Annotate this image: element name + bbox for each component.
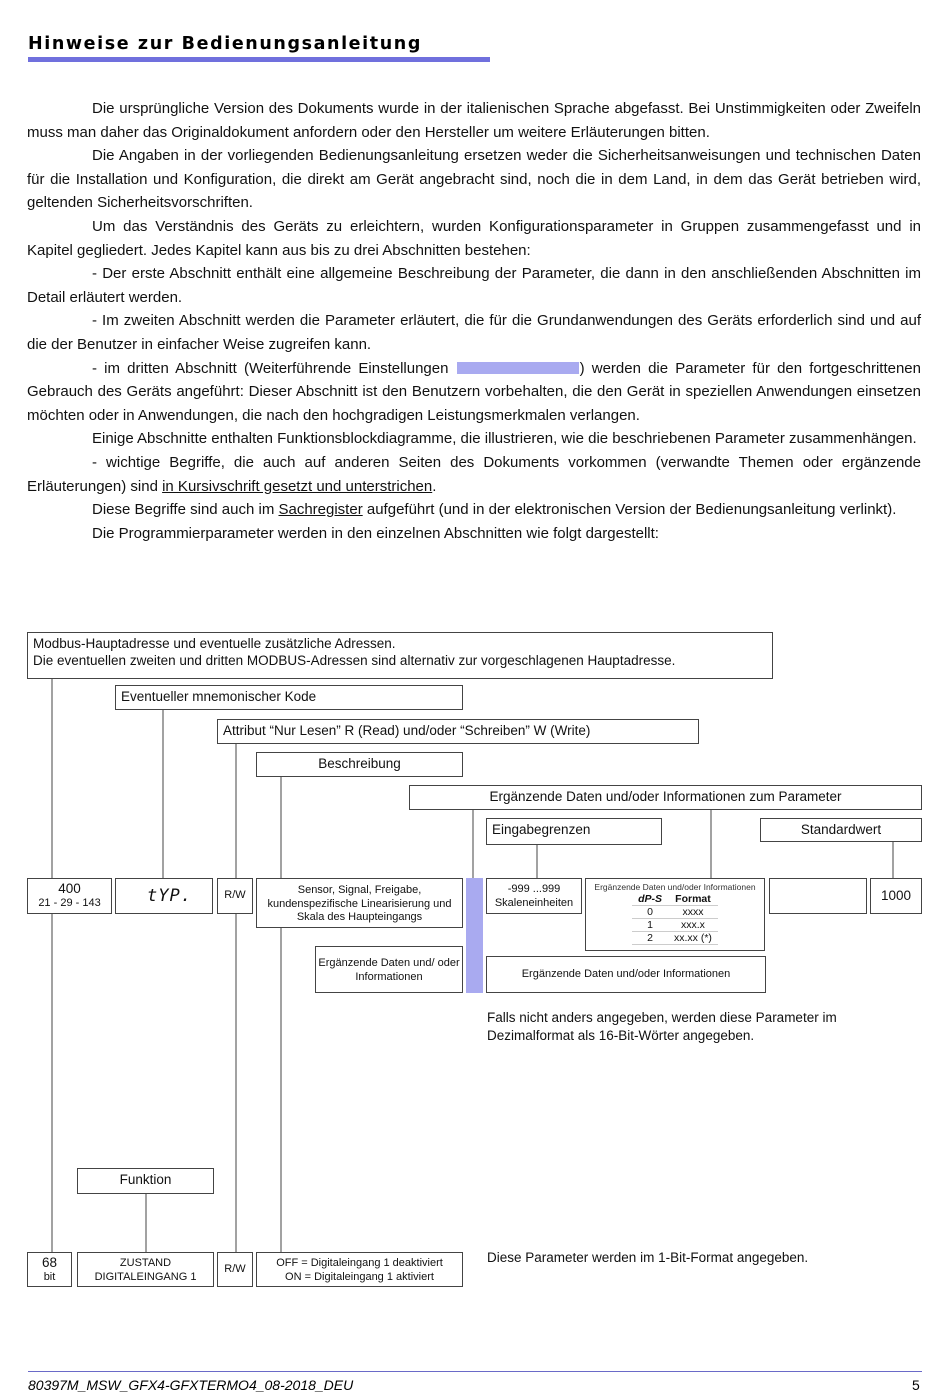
table-cell: 2 bbox=[632, 932, 668, 945]
address-main: 400 bbox=[58, 881, 81, 896]
document-code: 80397M_MSW_GFX4-GFXTERMO4_08-2018_DEU bbox=[28, 1377, 354, 1393]
table-row bbox=[632, 906, 718, 919]
underlined-term[interactable]: in Kursivschrift gesetzt und unterstrichen bbox=[162, 477, 433, 495]
table-cell: xxxx bbox=[668, 906, 718, 919]
note-1bit: Diese Parameter werden im 1-Bit-Format angegeben. bbox=[487, 1250, 809, 1265]
text-run: - im dritten Abschnitt (Weiterführende Einstellungen bbox=[92, 359, 456, 377]
modbus-line-2: Die eventuellen zweiten und dritten MODBUS-Adressen sind alternativ zur vorgeschlagenen Hauptadresse. bbox=[33, 653, 676, 668]
table-row bbox=[632, 932, 718, 945]
note-16bit: Falls nicht anders angegeben, werden diese Parameter im Dezimalformat als 16-Bit-Wörter angegeben. bbox=[487, 1010, 837, 1043]
function-label: Funktion bbox=[77, 1168, 214, 1194]
bit-address-box bbox=[27, 1252, 72, 1287]
modbus-line-1: Modbus-Hauptadresse und eventuelle zusätzliche Adressen. bbox=[33, 636, 396, 651]
state-on: ON = Digitaleingang 1 aktiviert bbox=[285, 1270, 434, 1283]
table-header-cell: Format bbox=[668, 893, 718, 906]
format-table-box bbox=[585, 878, 765, 951]
description-label: Beschreibung bbox=[256, 752, 463, 777]
table-cell: xxx.x bbox=[668, 919, 718, 932]
paragraph: Um das Verständnis des Geräts zu erleichtern, wurden Konfigurationsparameter in Gruppen zusammengefasst und in Kapitel gegliedert. Jedes Kapitel kann aus bis zu drei Abschnitten bestehen: bbox=[27, 217, 921, 259]
text-run: Diese Begriffe sind auch im bbox=[92, 501, 279, 519]
state-box bbox=[256, 1252, 463, 1287]
paragraph: Die Programmierparameter werden in den einzelnen Abschnitten wie folgt dargestellt: bbox=[92, 524, 659, 542]
bit-address-unit: bit bbox=[43, 1271, 56, 1283]
advanced-settings-bar bbox=[466, 878, 483, 993]
seven-segment-display: tYP. bbox=[147, 886, 192, 906]
state-off: OFF = Digitaleingang 1 deaktiviert bbox=[276, 1257, 443, 1269]
mnemonic-label: Eventueller mnemonischer Kode bbox=[115, 685, 463, 710]
description-box: Sensor, Signal, Freigabe, kundenspezifische Linearisierung und Skala des Haupteingangs bbox=[256, 878, 463, 928]
table-row bbox=[632, 919, 718, 932]
address-alt: 21 - 29 - 143 bbox=[38, 897, 101, 909]
extra-info-left: Ergänzende Daten und/ oder Informationen bbox=[315, 946, 463, 993]
format-table-title: Ergänzende Daten und/oder Informationen bbox=[594, 882, 756, 892]
rw-attribute: R/W bbox=[217, 1252, 253, 1287]
page-number: 5 bbox=[912, 1377, 920, 1393]
input-limits-label: Eingabegrenzen bbox=[486, 818, 662, 845]
page-title: Hinweise zur Bedienungsanleitung bbox=[28, 34, 422, 54]
limits-unit: Skaleneinheiten bbox=[494, 896, 574, 909]
attribute-label: Attribut “Nur Lesen” R (Read) und/oder “Schreiben” W (Write) bbox=[217, 719, 699, 744]
table-cell: 1 bbox=[632, 919, 668, 932]
mnemonic-display-box bbox=[115, 878, 213, 914]
text-run: ) werden die Parameter für den fortgeschrittenen Gebrauch des Geräts angeführt: Dieser Abschnitt ist den Benutzern vorbehalten, die den Gerät in speziellen Anwendungen einsetzen möchten oder in Anwendungen, die nach den hochgradigen Leistungsmerkmalen verlangen. bbox=[27, 359, 921, 424]
extra-info-right: Ergänzende Daten und/oder Informationen bbox=[486, 956, 766, 993]
modbus-address-label bbox=[27, 632, 773, 679]
text-run: - wichtige Begriffe, die auch auf anderen Seiten des Dokuments vorkommen (verwandte Themen oder ergänzende Erläuterungen) sind bbox=[27, 453, 921, 495]
paragraph: Die Angaben in der vorliegenden Bedienungsanleitung ersetzen weder die Sicherheitsanweisungen und technischen Daten für die Installation und Konfiguration, die direkt am Gerät angebracht sind, noch die in dem Land, in dem das Gerät betrieben wird, geltenden Sicherheitsvorschriften. bbox=[27, 147, 921, 212]
paragraph: Die ursprüngliche Version des Dokuments wurde in der italienischen Sprache abgefasst. Bei Unstimmigkeiten oder Zweifeln muss man daher das Originaldokument anfordern oder den Hersteller um weitere Erläuterungen bitten. bbox=[27, 100, 921, 141]
address-box bbox=[27, 878, 112, 914]
supplementary-header-label: Ergänzende Daten und/oder Informationen zum Parameter bbox=[409, 785, 922, 810]
table-row bbox=[632, 893, 718, 906]
table-header-cell: dP-S bbox=[632, 893, 668, 906]
footer-divider bbox=[28, 1371, 922, 1372]
text-run: . bbox=[432, 477, 437, 495]
format-table bbox=[632, 893, 718, 945]
index-link[interactable]: Sachregister bbox=[278, 501, 363, 519]
default-value-label: Standardwert bbox=[760, 818, 922, 842]
limits-box bbox=[486, 878, 582, 914]
paragraph: Einige Abschnitte enthalten Funktionsblockdiagramme, die illustrieren, wie die beschriebenen Parameter zusammenhängen. bbox=[92, 430, 917, 448]
table-cell: 0 bbox=[632, 906, 668, 919]
bit-address: 68 bbox=[41, 1255, 58, 1270]
function-box: ZUSTAND DIGITALEINGANG 1 bbox=[77, 1252, 214, 1287]
limits-range: -999 ...999 bbox=[507, 883, 561, 895]
paragraph: - Im zweiten Abschnitt werden die Parameter erläutert, die für die Grundanwendungen des Geräts erforderlich sind und auf die der Benutzer in einfacher Weise zugreifen kann. bbox=[27, 312, 921, 353]
paragraph: - Der erste Abschnitt enthält eine allgemeine Beschreibung der Parameter, die dann in den anschließenden Abschnitten im Detail erläutert werden. bbox=[27, 265, 921, 306]
rw-attribute: R/W bbox=[217, 878, 253, 914]
table-cell: xx.xx (*) bbox=[668, 932, 718, 945]
empty-value-box bbox=[769, 878, 867, 914]
text-run: aufgeführt (und in der elektronischen Version der Bedienungsanleitung verlinkt). bbox=[362, 501, 897, 519]
default-value: 1000 bbox=[870, 878, 922, 914]
